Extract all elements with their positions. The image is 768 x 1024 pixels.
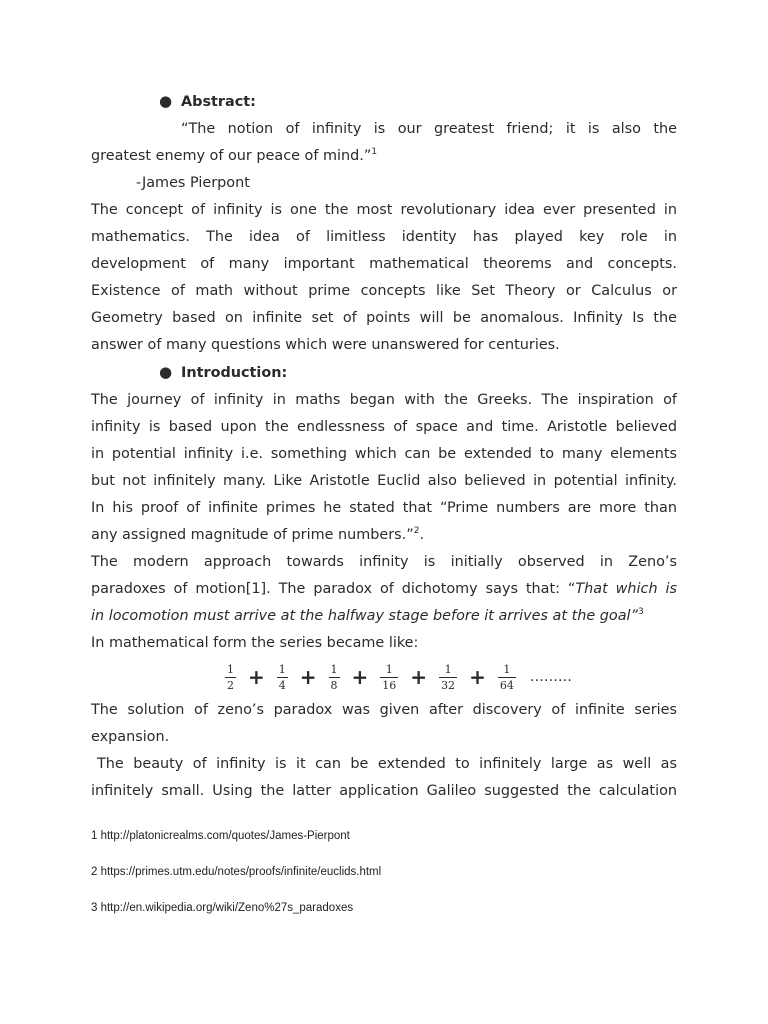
denominator: 32	[441, 678, 456, 692]
denominator: 4	[278, 678, 286, 692]
text-line	[91, 576, 677, 603]
denominator: 8	[330, 678, 338, 692]
numerator: 1	[227, 662, 234, 676]
italic-quote: That which is	[575, 581, 678, 597]
text-line	[91, 522, 677, 549]
text-line: Geometry based on infinite set of points will be anomalous. Infinity Is the	[91, 310, 677, 326]
text-line: in potential infinity i.e. something which can be extended to many elements	[91, 446, 677, 462]
quote-author: -James Pierpont	[136, 175, 250, 191]
text-line: The solution of zeno’s paradox was given after discovery of infinite series	[91, 702, 677, 718]
text-line: expansion.	[91, 729, 170, 745]
numerator: 1	[278, 662, 286, 676]
text-span: any assigned magnitude of prime numbers.”	[91, 527, 414, 543]
text-line: mathematics. The idea of limitless identity has played key role in	[91, 229, 677, 245]
fraction	[439, 663, 457, 692]
footnote[interactable]: 3 http://en.wikipedia.org/wiki/Zeno%27s_paradoxes	[91, 902, 354, 914]
text-line: The journey of infinity in maths began with the Greeks. The inspiration of	[91, 392, 677, 408]
plus-sign: +	[299, 665, 317, 689]
denominator: 64	[499, 678, 514, 692]
numerator: 1	[330, 662, 338, 676]
plus-sign: +	[410, 665, 428, 689]
text-line: In mathematical form the series became like:	[91, 635, 419, 651]
plus-sign: +	[248, 665, 265, 689]
numerator: 1	[503, 662, 511, 676]
text-line: infinitely small. Using the latter application Galileo suggested the calculation	[91, 783, 677, 799]
fraction	[380, 663, 398, 692]
abstract-heading-label: Abstract:	[181, 94, 256, 110]
quote-line	[91, 143, 677, 170]
text-line: The concept of infinity is one the most revolutionary idea ever presented in	[91, 202, 677, 218]
text-line	[91, 603, 677, 630]
text-line: The modern approach towards infinity is initially observed in Zeno’s	[91, 554, 677, 570]
fraction	[498, 663, 516, 692]
italic-quote: in locomotion must arrive at the halfway stage before it arrives at the goal”	[91, 608, 638, 624]
text-line: The beauty of infinity is it can be extended to infinitely large as well as	[97, 756, 677, 772]
text-line: development of many important mathematical theorems and concepts.	[91, 256, 677, 272]
footnotes	[91, 826, 381, 934]
footnote[interactable]: 2 https://primes.utm.edu/notes/proofs/infinite/euclids.html	[91, 866, 382, 878]
denominator: 2	[227, 678, 234, 692]
fraction	[225, 663, 236, 692]
text-line: infinity is based upon the endlessness of space and time. Aristotle believed	[91, 419, 677, 435]
series-ellipsis: ………	[529, 668, 572, 685]
footnote-ref[interactable]: 3	[638, 607, 644, 617]
plus-sign: +	[351, 665, 369, 689]
series-equation	[91, 657, 677, 697]
numerator: 1	[385, 662, 393, 676]
text-line: answer of many questions which were unanswered for centuries.	[91, 337, 560, 353]
text-line: Existence of math without prime concepts like Set Theory or Calculus or	[91, 283, 677, 299]
introduction-heading	[91, 359, 677, 387]
text-line: but not infinitely many. Like Aristotle Euclid also believed in potential infinity.	[91, 473, 677, 489]
introduction-heading-label: Introduction:	[181, 365, 288, 381]
denominator: 16	[382, 678, 397, 692]
footnote-ref[interactable]: 2	[413, 526, 420, 536]
plus-sign: +	[469, 665, 486, 689]
abstract-heading	[91, 88, 677, 116]
numerator: 1	[444, 662, 452, 676]
footnote-ref[interactable]: 1	[371, 147, 378, 157]
fraction	[329, 663, 340, 692]
bullet-icon: ●	[159, 363, 173, 381]
text-line: In his proof of infinite primes he stated that “Prime numbers are more than	[91, 500, 677, 516]
footnote[interactable]: 1 http://platonicrealms.com/quotes/James-Pierpont	[91, 830, 350, 842]
quote-line: “The notion of infinity is our greatest friend; it is also the	[181, 121, 677, 137]
quote-text: greatest enemy of our peace of mind.”	[91, 148, 372, 164]
fraction	[277, 663, 288, 692]
document-body	[91, 88, 677, 805]
bullet-icon: ●	[159, 92, 173, 110]
text-span: paradoxes of motion[1]. The paradox of dichotomy says that: “	[91, 581, 576, 597]
text-span: .	[419, 527, 425, 543]
